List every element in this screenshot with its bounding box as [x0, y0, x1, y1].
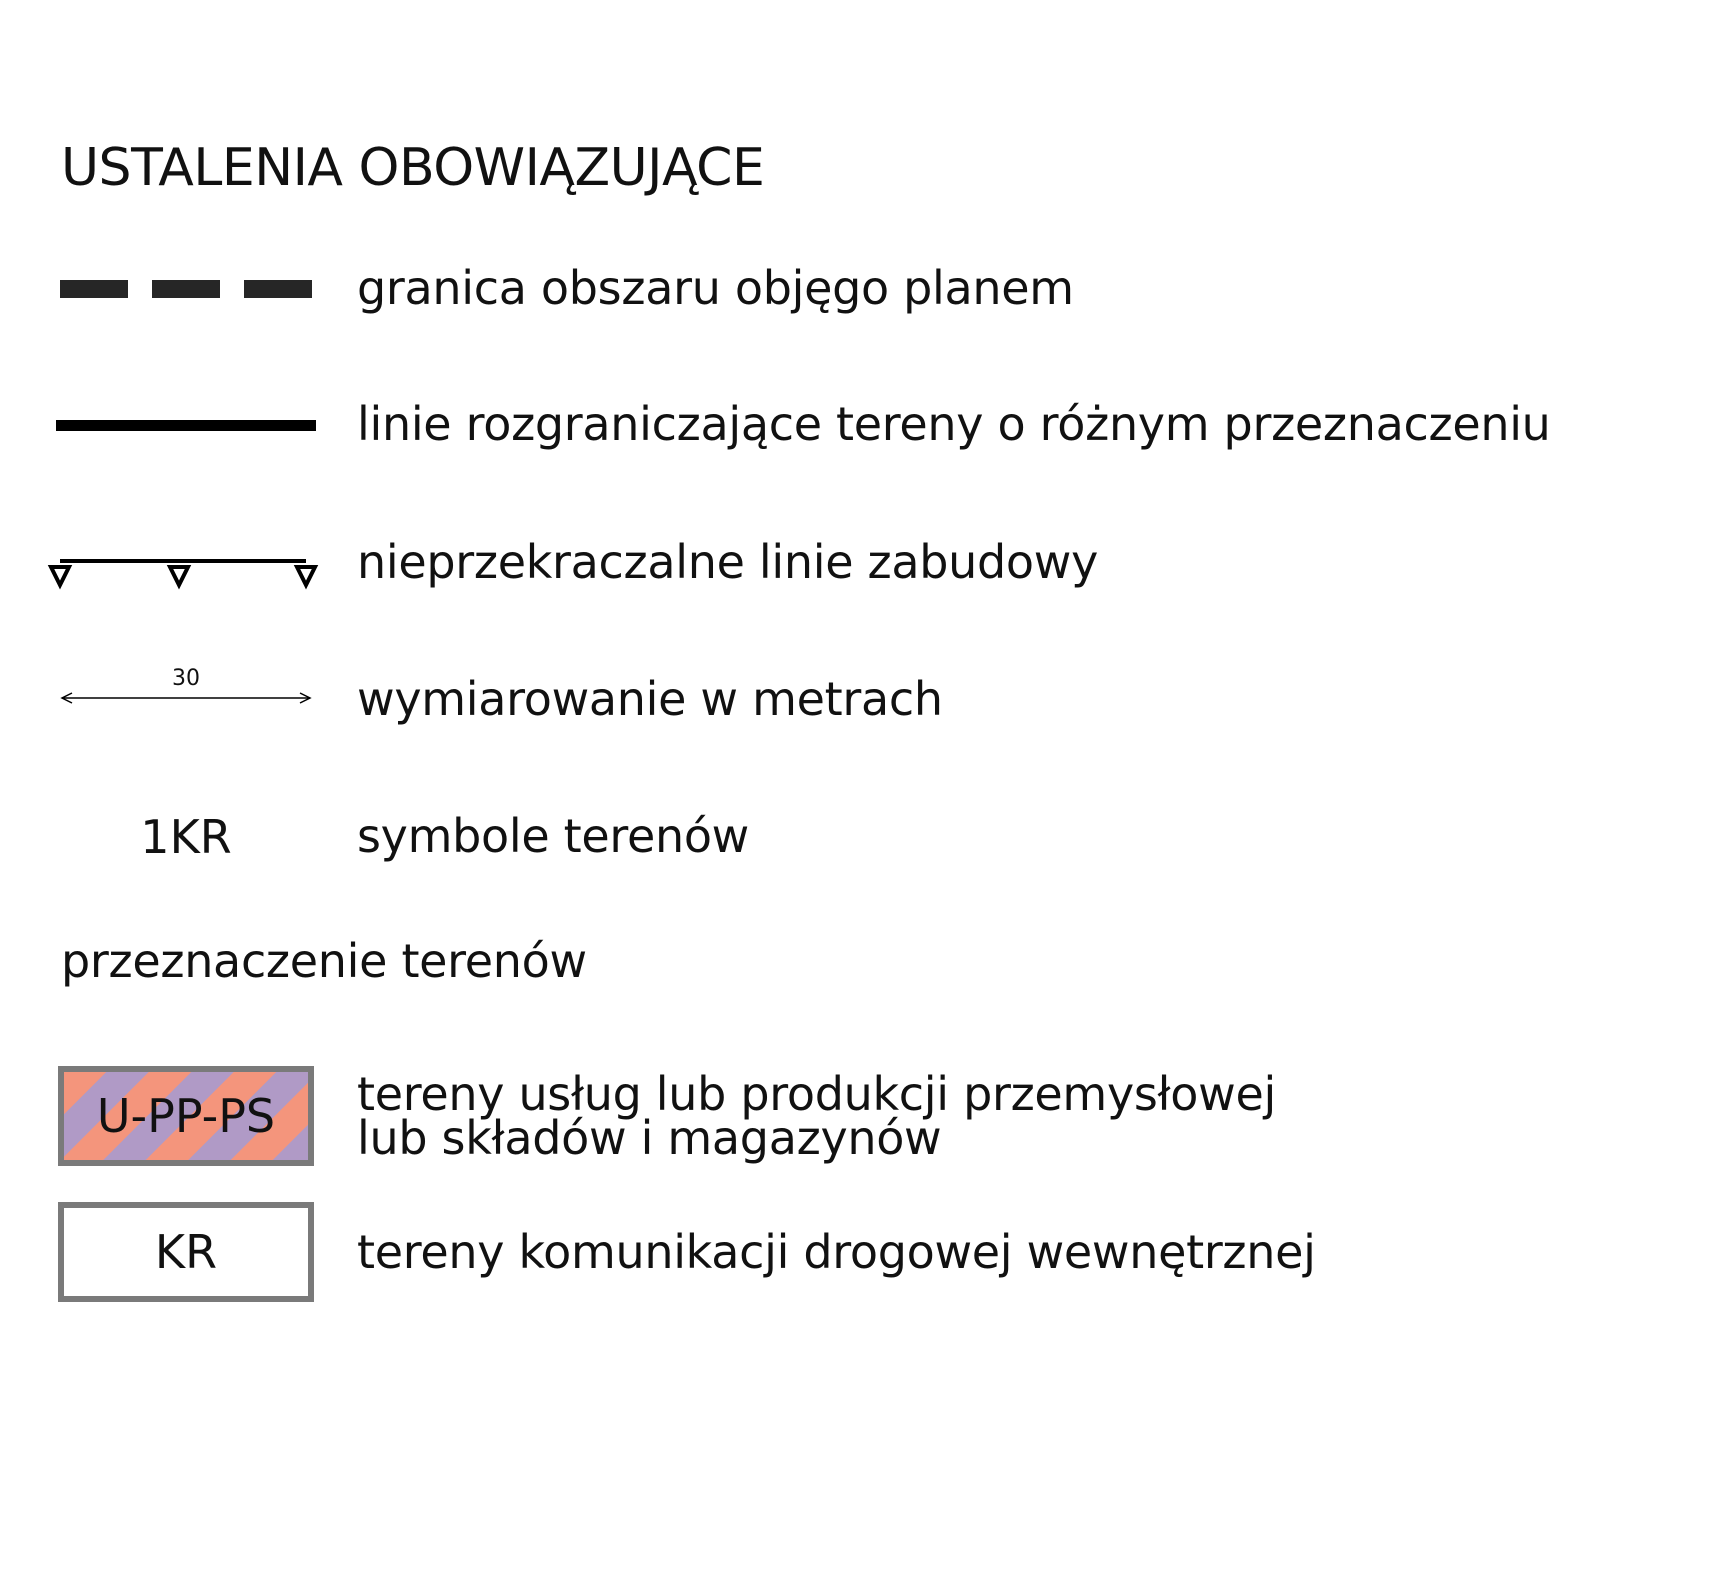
dimension-label: wymiarowanie w metrach: [357, 672, 943, 726]
zone-symbol-label: symbole terenów: [357, 809, 750, 863]
building-line-label: nieprzekraczalne linie zabudowy: [357, 535, 1099, 589]
dimension-value: 30: [172, 666, 200, 691]
demarcation-line-symbol: [56, 420, 316, 432]
dimension-arrow-symbol: [60, 690, 314, 706]
zone-label-u-pp-ps-line2: lub składów i magazynów: [357, 1111, 942, 1165]
zone-swatch-u-pp-ps: [58, 1066, 314, 1166]
zone-code-u-pp-ps: U-PP-PS: [96, 1089, 276, 1143]
zone-label-kr: tereny komunikacji drogowej wewnętrznej: [357, 1225, 1316, 1279]
section-title: przeznaczenie terenów: [61, 934, 587, 988]
zone-label-u-pp-ps-line1: tereny usług lub produkcji przemysłowej: [357, 1067, 1276, 1121]
zone-swatch-kr: [58, 1202, 314, 1302]
zone-symbol-example: 1KR: [140, 810, 232, 864]
zone-code-kr: KR: [154, 1225, 218, 1279]
demarcation-line-label: linie rozgraniczające tereny o różnym przeznaczeniu: [357, 397, 1551, 451]
legend-title: USTALENIA OBOWIĄZUJĄCE: [61, 138, 765, 198]
building-line-symbol: [48, 556, 318, 588]
dashed-boundary-label: granica obszaru objęgo planem: [357, 261, 1074, 315]
dashed-boundary-symbol: [60, 280, 312, 300]
